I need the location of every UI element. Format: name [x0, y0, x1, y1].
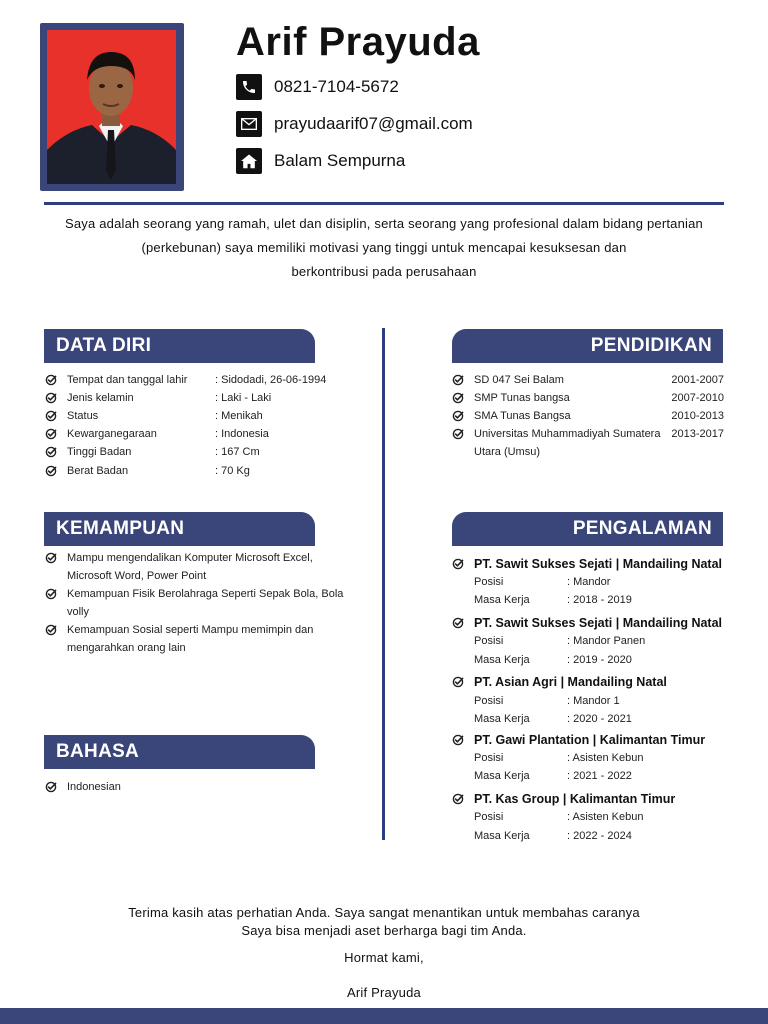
closing-line: Saya bisa menjadi aset berharga bagi tim Anda. [241, 923, 527, 938]
job-period-value: : 2022 - 2024 [567, 830, 632, 842]
data-diri-value: : Sidodadi, 26-06-1994 [215, 374, 327, 386]
section-title-kemampuan: KEMAMPUAN [44, 512, 315, 546]
job-position-label: Posisi [474, 752, 504, 764]
summary-line: (perkebunan) saya memiliki motivasi yang tinggi untuk mencapai kesuksesan dan [141, 240, 627, 255]
check-circle-icon [45, 410, 57, 422]
check-circle-icon [452, 617, 464, 629]
education-row [452, 425, 724, 461]
job-position-row [474, 752, 643, 764]
job-company [452, 557, 722, 571]
check-circle-icon [452, 676, 464, 688]
skill-item [45, 621, 357, 657]
education-row [452, 407, 724, 425]
job-period-label: Masa Kerja [474, 713, 530, 725]
section-title-pendidikan: PENDIDIKAN [452, 329, 723, 363]
data-diri-value: : 167 Cm [215, 446, 260, 458]
header-divider [44, 202, 724, 205]
data-diri-value: : 70 Kg [215, 465, 250, 477]
education-row [452, 371, 724, 389]
contact-address [236, 148, 405, 174]
column-divider [382, 328, 385, 840]
education-year: 2010-2013 [671, 410, 724, 422]
closing-signature: Arif Prayuda [347, 985, 421, 1000]
check-circle-icon [45, 446, 57, 458]
home-icon [236, 148, 262, 174]
check-circle-icon [452, 374, 464, 386]
data-diri-label: Tinggi Badan [67, 446, 132, 458]
closing-regards: Hormat kami, [344, 950, 424, 965]
job-position-value: : Asisten Kebun [567, 752, 644, 764]
check-circle-icon [45, 465, 57, 477]
check-circle-icon [452, 734, 464, 746]
job-position-label: Posisi [474, 635, 504, 647]
education-school: SMA Tunas Bangsa [474, 410, 571, 422]
data-diri-row [45, 425, 269, 443]
data-diri-label: Tempat dan tanggal lahir [67, 374, 188, 386]
home-address: Balam Sempurna [274, 151, 406, 170]
education-school: SD 047 Sei Balam [474, 374, 564, 386]
check-circle-icon [45, 392, 57, 404]
contact-email [236, 111, 473, 137]
job-company-name: PT. Sawit Sukses Sejati | Mandailing Natal [474, 557, 723, 571]
job-position-value: : Mandor 1 [567, 695, 620, 707]
job-period-value: : 2018 - 2019 [567, 594, 632, 606]
job-position-value: : Mandor [567, 576, 611, 588]
summary-line: berkontribusi pada perusahaan [291, 264, 477, 279]
job-company [452, 616, 722, 630]
data-diri-value: : Indonesia [215, 428, 269, 440]
job-position-row [474, 695, 620, 707]
check-circle-icon [45, 374, 57, 386]
closing-line: Terima kasih atas perhatian Anda. Saya sangat menantikan untuk membahas caranya [128, 905, 640, 920]
data-diri-label: Berat Badan [67, 465, 129, 477]
job-position-label: Posisi [474, 576, 504, 588]
job-period-row [474, 654, 632, 666]
education-year: 2007-2010 [671, 392, 724, 404]
data-diri-row [45, 371, 326, 389]
job-period-label: Masa Kerja [474, 830, 530, 842]
job-position-label: Posisi [474, 811, 504, 823]
footer-bar [0, 1008, 768, 1024]
job-company [452, 675, 667, 689]
check-circle-icon [452, 793, 464, 805]
job-company-name: PT. Asian Agri | Mandailing Natal [474, 675, 667, 689]
skill-item [45, 585, 357, 621]
applicant-name: Arif Prayuda [236, 20, 480, 64]
contact-phone [236, 74, 399, 100]
language-text: Indonesian [67, 781, 121, 793]
section-title-pengalaman: PENGALAMAN [452, 512, 723, 546]
job-position-label: Posisi [474, 695, 504, 707]
job-period-label: Masa Kerja [474, 654, 530, 666]
skill-text: Kemampuan Fisik Berolahraga Seperti Sepak Bola, Bola volly [67, 588, 344, 618]
job-period-value: : 2020 - 2021 [567, 713, 632, 725]
data-diri-row [45, 389, 271, 407]
education-year: 2013-2017 [671, 428, 724, 440]
profile-photo-frame [40, 23, 184, 191]
data-diri-row [45, 462, 250, 480]
job-period-row [474, 770, 632, 782]
data-diri-value: : Laki - Laki [215, 392, 272, 404]
data-diri-row [45, 443, 260, 461]
skill-text: Kemampuan Sosial seperti Mampu memimpin dan mengarahkan orang lain [67, 624, 314, 654]
job-position-value: : Mandor Panen [567, 635, 646, 647]
check-circle-icon [452, 410, 464, 422]
job-period-row [474, 594, 632, 606]
job-position-row [474, 635, 645, 647]
phone-icon [236, 74, 262, 100]
check-circle-icon [45, 624, 57, 636]
check-circle-icon [452, 428, 464, 440]
job-period-label: Masa Kerja [474, 770, 530, 782]
job-company-name: PT. Sawit Sukses Sejati | Mandailing Natal [474, 616, 723, 630]
summary-line: Saya adalah seorang yang ramah, ulet dan disiplin, serta seorang yang profesional dalam bidang pertanian [65, 216, 703, 231]
education-year: 2001-2007 [671, 374, 724, 386]
check-circle-icon [45, 781, 57, 793]
job-period-row [474, 713, 632, 725]
job-period-row [474, 830, 632, 842]
job-company [452, 792, 675, 806]
job-period-value: : 2019 - 2020 [567, 654, 632, 666]
job-period-label: Masa Kerja [474, 594, 530, 606]
education-school: SMP Tunas bangsa [474, 392, 570, 404]
email-address: prayudaarif07@gmail.com [274, 114, 473, 133]
job-position-row [474, 576, 610, 588]
data-diri-label: Status [67, 410, 99, 422]
data-diri-label: Jenis kelamin [67, 392, 134, 404]
job-position-row [474, 811, 643, 823]
check-circle-icon [45, 428, 57, 440]
job-position-value: : Asisten Kebun [567, 811, 644, 823]
check-circle-icon [45, 552, 57, 564]
data-diri-row [45, 407, 263, 425]
check-circle-icon [452, 392, 464, 404]
check-circle-icon [452, 558, 464, 570]
education-school: Universitas Muhammadiyah Sumatera Utara (Umsu) [474, 428, 661, 458]
job-company-name: PT. Kas Group | Kalimantan Timur [474, 792, 676, 806]
education-row [452, 389, 724, 407]
profile-summary [18, 212, 750, 284]
job-period-value: : 2021 - 2022 [567, 770, 632, 782]
skill-text: Mampu mengendalikan Komputer Microsoft Excel, Microsoft Word, Power Point [67, 552, 313, 582]
data-diri-value: : Menikah [215, 410, 263, 422]
data-diri-label: Kewarganegaraan [67, 428, 157, 440]
check-circle-icon [45, 588, 57, 600]
job-company [452, 733, 705, 747]
section-title-bahasa: BAHASA [44, 735, 315, 769]
phone-number: 0821-7104-5672 [274, 77, 399, 96]
skill-item [45, 549, 357, 585]
language-item [45, 778, 121, 796]
section-title-data-diri: DATA DIRI [44, 329, 315, 363]
profile-photo [47, 30, 176, 184]
mail-icon [236, 111, 262, 137]
job-company-name: PT. Gawi Plantation | Kalimantan Timur [474, 733, 706, 747]
